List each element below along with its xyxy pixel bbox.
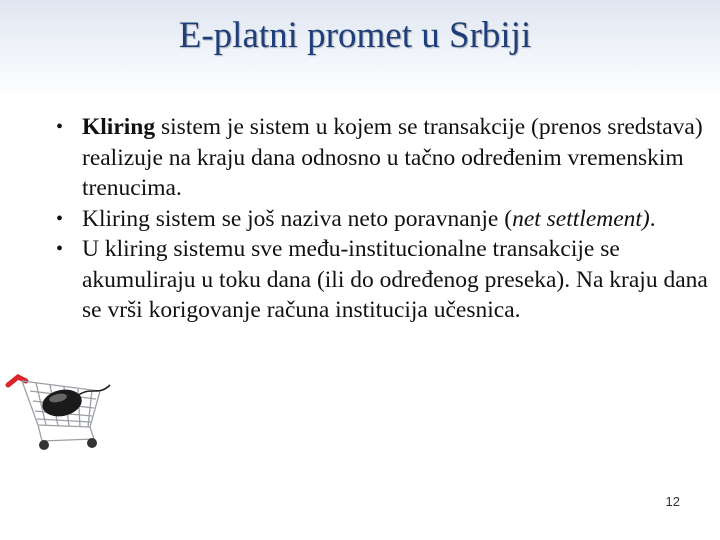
bullet-icon: •	[56, 116, 64, 138]
bullet-list	[50, 112, 710, 326]
bullet-text: U kliring sistemu sve među-institucionalne transakcije se akumuliraju u toku dana (ili do određenog preseka). Na kraju dana se vrši korigovanje računa institucija učesnica.	[82, 236, 708, 323]
list-item	[50, 204, 710, 235]
list-item	[50, 112, 710, 204]
bullet-icon: •	[56, 238, 64, 260]
page-number: 12	[665, 494, 680, 509]
bullet-text: Kliring sistem se još naziva neto poravnanje (	[82, 205, 513, 232]
bullet-icon: •	[56, 207, 64, 230]
bold-term: Kliring	[82, 114, 156, 140]
list-item	[50, 234, 710, 326]
bullet-text: sistem je sistem u kojem se transakcije (prenos sredstava) realizuje na kraju dana odnosno u tačno određenim vremenskim trenucima.	[82, 114, 703, 201]
bullet-tail: .	[649, 205, 656, 232]
slide-title: E-platni promet u Srbiji	[178, 15, 532, 56]
shopping-cart-icon	[2, 345, 120, 455]
italic-term: net settlement)	[512, 205, 650, 232]
